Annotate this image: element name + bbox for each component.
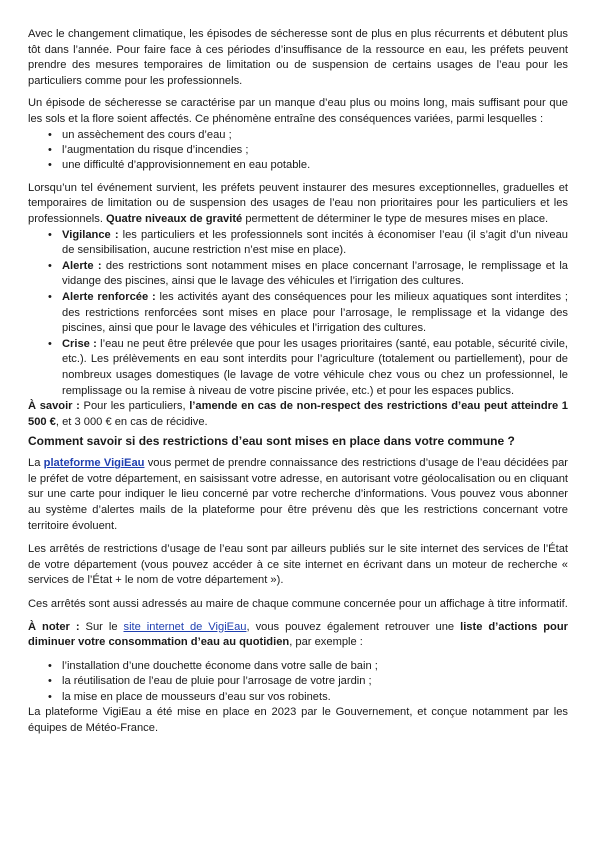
arretes-paragraph-1: Les arrêtés de restrictions d’usage de l’eau sont par ailleurs publiés sur le site internet des services de l’État de votre département (vous pouvez accéder à ce site internet en écrivant dans un moteur de recherche « services de l’État + le nom de votre département »). — [28, 543, 568, 587]
gravity-levels-emphasis: Quatre niveaux de gravité — [106, 212, 243, 225]
actions-list — [28, 659, 568, 705]
list-item: • la mise en place de mousseurs d’eau sur vos robinets. — [62, 690, 568, 705]
list-item: • un assèchement des cours d’eau ; — [62, 128, 568, 143]
consequences-list — [28, 128, 568, 174]
level-crise — [62, 337, 568, 399]
level-vigilance — [62, 228, 568, 259]
noter-text: , vous pouvez également retrouver une — [246, 620, 461, 633]
level-label: Alerte renforcée : — [62, 290, 156, 303]
level-text: les activités ayant des conséquences pour les milieux aquatiques sont interdites ; des restrictions renforcées sont mises en place pour l’arrosage, le remplissage et la vidange des piscines, ainsi que pour le lavage des véhicules et l’irrigation des cultures. — [62, 290, 568, 335]
level-label: Crise : — [62, 337, 97, 350]
gravity-levels-list — [28, 228, 568, 400]
level-text: l’eau ne peut être prélevée que pour les usages prioritaires (santé, eau potable, sécurité civile, etc.). Les prélèvements en eau sont interdits pour l’agriculture (totalement ou partiellement), pour de nombreux usages domestiques (le lavage de votre véhicule chez vous ou chez un professionnel, le remplissage ou la remise à niveau de votre piscine privée, etc.) et pour les espaces publics. — [62, 337, 568, 397]
intro-paragraph-2: Un épisode de sécheresse se caractérise par un manque d’eau plus ou moins long, mais suffisant pour que les sols et la flore soient affectés. Ce phénomène entraîne des conséquences variées, parmi lesquelles : — [28, 97, 568, 125]
savoir-note — [28, 399, 568, 430]
section-title: Comment savoir si des restrictions d’eau sont mises en place dans votre commune ? — [28, 434, 515, 449]
savoir-text-end: , et 3 000 € en cas de récidive. — [55, 415, 208, 428]
level-text: les particuliers et les professionnels sont incités à économiser l’eau (il s’agit d’un niveau de sensibilisation, aucune restriction n’est mise en place). — [62, 228, 568, 257]
actions-list-emphasis: liste d’actions pour diminuer votre consommation d’eau au quotidien — [28, 620, 569, 649]
paragraph-text: La — [28, 457, 44, 470]
list-item: • l’augmentation du risque d’incendies ; — [62, 143, 568, 158]
list-item: • la réutilisation de l’eau de pluie pour l’arrosage de votre jardin ; — [62, 674, 568, 689]
savoir-label: À savoir : — [28, 400, 80, 413]
level-alerte-renforcee — [62, 290, 568, 337]
list-item: • l’installation d’une douchette économe dans votre salle de bain ; — [62, 659, 568, 674]
paragraph-text: permettent de déterminer le type de mesures mises en place. — [242, 212, 549, 225]
closing-paragraph: La plateforme VigiEau a été mise en place en 2023 par le Gouvernement, et conçue notamment par les équipes de Météo-France. — [28, 706, 568, 734]
intro-paragraph-3 — [28, 181, 568, 228]
level-label: Vigilance : — [62, 228, 119, 241]
fine-amount-emphasis: l’amende en cas de non-respect des restrictions d’eau peut atteindre 1 500 € — [28, 400, 568, 428]
paragraph-text: Lorsqu’un tel événement survient, les préfets peuvent instaurer des mesures exceptionnelles, graduelles et temporaires de limitation ou de suspension des usages de l’eau non prioritaires pour les particuliers et les professionnels. — [28, 181, 568, 225]
noter-label: À noter : — [28, 620, 80, 633]
level-text: des restrictions sont notamment mises en place concernant l’arrosage, le remplissage et la vidange des piscines, ainsi que le lavage des véhicules et l’irrigation des cultures. — [62, 259, 568, 288]
paragraph-text: vous permet de prendre connaissance des restrictions d’usage de l’eau décidées par le préfet de votre département, en saisissant votre adresse, en autorisant votre géolocalisation ou en cliquant sur une carte pour indiquer le lieu concerné par votre recherche d’informations. Vous pouvez vous abonner au système d’alertes mails de la plateforme pour être prévenu dès que les restrictions concernant votre territoire évoluent. — [28, 457, 568, 532]
intro-paragraph-1: Avec le changement climatique, les épisodes de sécheresse sont de plus en plus récurrents et débutent plus tôt dans l’année. Pour faire face à ces périodes d’insuffisance de la ressource en eau, les préfets peuvent prendre des mesures temporaires de limitation ou de suspension de certains usages de l’eau pour les particuliers comme pour les professionnels. — [28, 28, 568, 87]
list-item: • une difficulté d’approvisionnement en eau potable. — [62, 158, 568, 173]
arretes-paragraph-2: Ces arrêtés sont aussi adressés au maire de chaque commune concernée pour un affichage à titre informatif. — [28, 598, 568, 611]
noter-text: , par exemple : — [289, 636, 363, 649]
vigieau-site-link[interactable]: site internet de VigiEau — [123, 620, 247, 633]
noter-note — [28, 620, 568, 651]
level-alerte — [62, 259, 568, 290]
level-label: Alerte : — [62, 259, 102, 272]
vigieau-platform-link[interactable]: plateforme VigiEau — [43, 457, 145, 470]
noter-text: Sur le — [79, 620, 124, 633]
savoir-text: Pour les particuliers, — [79, 400, 190, 413]
vigieau-paragraph — [28, 456, 568, 534]
